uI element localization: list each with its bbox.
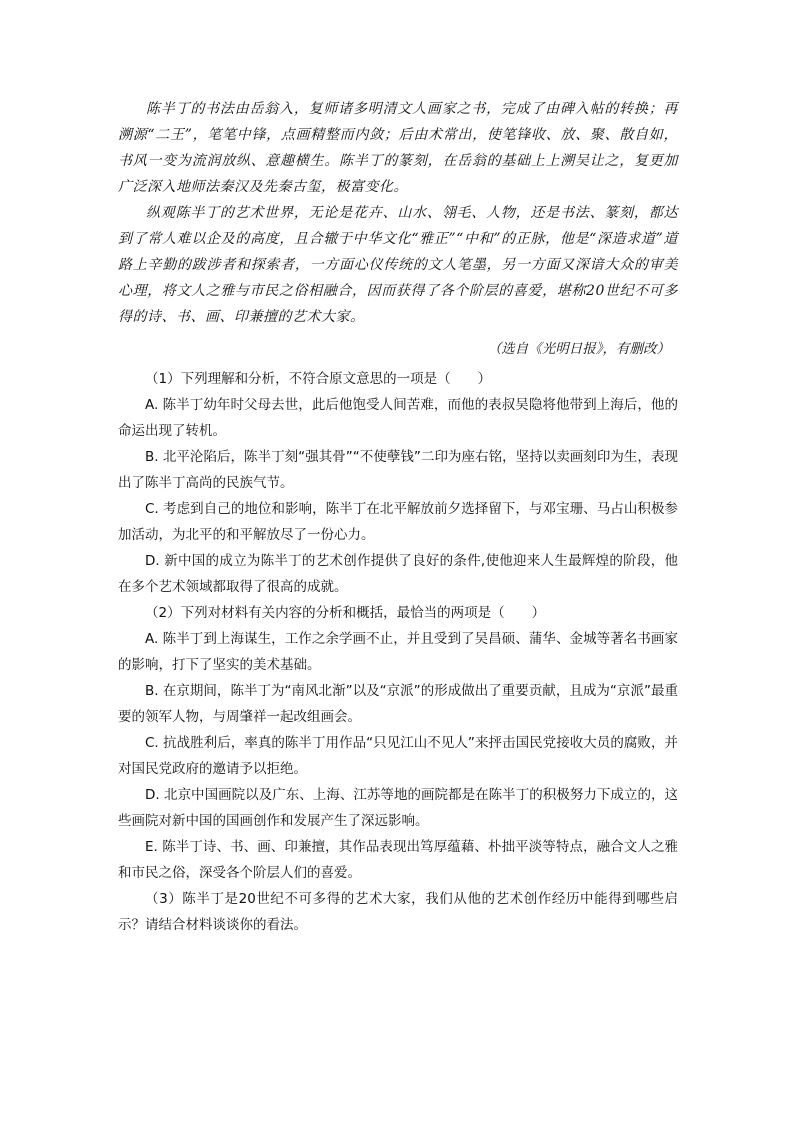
question-2-option-e: E. 陈半丁诗、书、画、印兼擅，其作品表现出笃厚蕴藉、朴拙平淡等特点，融合文人之雅和市民之俗，深受各个阶层人们的喜爱。 [118, 839, 678, 881]
question-3-title: （3）陈半丁是20世纪不可多得的艺术大家，我们从他的艺术创作经历中能得到哪些启示？请结合材料谈谈你的看法。 [118, 891, 678, 933]
question-1-option-c: C. 考虑到自己的地位和影响，陈半丁在北平解放前夕选择留下，与邓宝珊、马占山积极参加活动，为北平的和平解放尽了一份心力。 [118, 501, 678, 543]
question-1-option-a: A. 陈半丁幼年时父母去世，此后他饱受人间苦难，而他的表叔吴隐将他带到上海后，他的命运出现了转机。 [118, 397, 678, 439]
question-2-option-a: A. 陈半丁到上海谋生，工作之余学画不止，并且受到了吴昌硕、蒲华、金城等著名书画家的影响，打下了坚实的美术基础。 [118, 631, 678, 673]
passage-source: （选自《光明日报》，有删改） [487, 341, 670, 357]
passage-paragraph-2: 纵观陈半丁的艺术世界，无论是花卉、山水、翎毛、人物，还是书法、篆刻，都达到了常人难以企及的高度，且合辙于中华文化“雅正”“中和”的正脉，他是“深造求道”道路上辛勤的跋涉者和探索者，一方面心仪传统的文人笔墨，另一方面又深谙大众的审美心理，将文人之雅与市民之俗相融合，因而获得了各个阶层的喜爱，堪称20世纪不可多得的诗、书、画、印兼擅的艺术大家。 [118, 205, 678, 325]
question-1-option-b: B. 北平沦陷后，陈半丁刻“强其骨”“不使孽钱”二印为座右铭，坚持以卖画刻印为生，表现出了陈半丁高尚的民族气节。 [118, 449, 678, 491]
question-2-option-d: D. 北京中国画院以及广东、上海、江苏等地的画院都是在陈半丁的积极努力下成立的，这些画院对新中国的国画创作和发展产生了深远影响。 [118, 787, 678, 829]
passage-paragraph-1: 陈半丁的书法由岳翁入，复师诸多明清文人画家之书，完成了由碑入帖的转换；再溯源“二王”，笔笔中锋，点画精整而内敛；后由术常出，使笔锋收、放、聚、散自如，书风一变为流润放纵、意趣横生。陈半丁的篆刻，在岳翁的基础上上溯吴让之，复更加广泛深入地师法秦汉及先秦古玺，极富变化。 [118, 101, 678, 195]
document-content [118, 96, 678, 938]
question-1-option-d: D. 新中国的成立为陈半丁的艺术创作提供了良好的条件,使他迎来人生最辉煌的阶段，他在多个艺术领域都取得了很高的成就。 [118, 553, 678, 595]
question-2-title: （2）下列对材料有关内容的分析和概括，最恰当的两项是（ ） [145, 605, 546, 621]
question-1-title: （1）下列理解和分析，不符合原文意思的一项是（ ） [145, 371, 492, 387]
question-2-option-c: C. 抗战胜利后，率真的陈半丁用作品“只见江山不见人”来抨击国民党接收大员的腐败，并对国民党政府的邀请予以拒绝。 [118, 735, 678, 777]
question-2-option-b: B. 在京期间，陈半丁为“南风北渐”以及“京派”的形成做出了重要贡献，且成为“京派”最重要的领军人物，与周肇祥一起改组画会。 [118, 683, 678, 725]
